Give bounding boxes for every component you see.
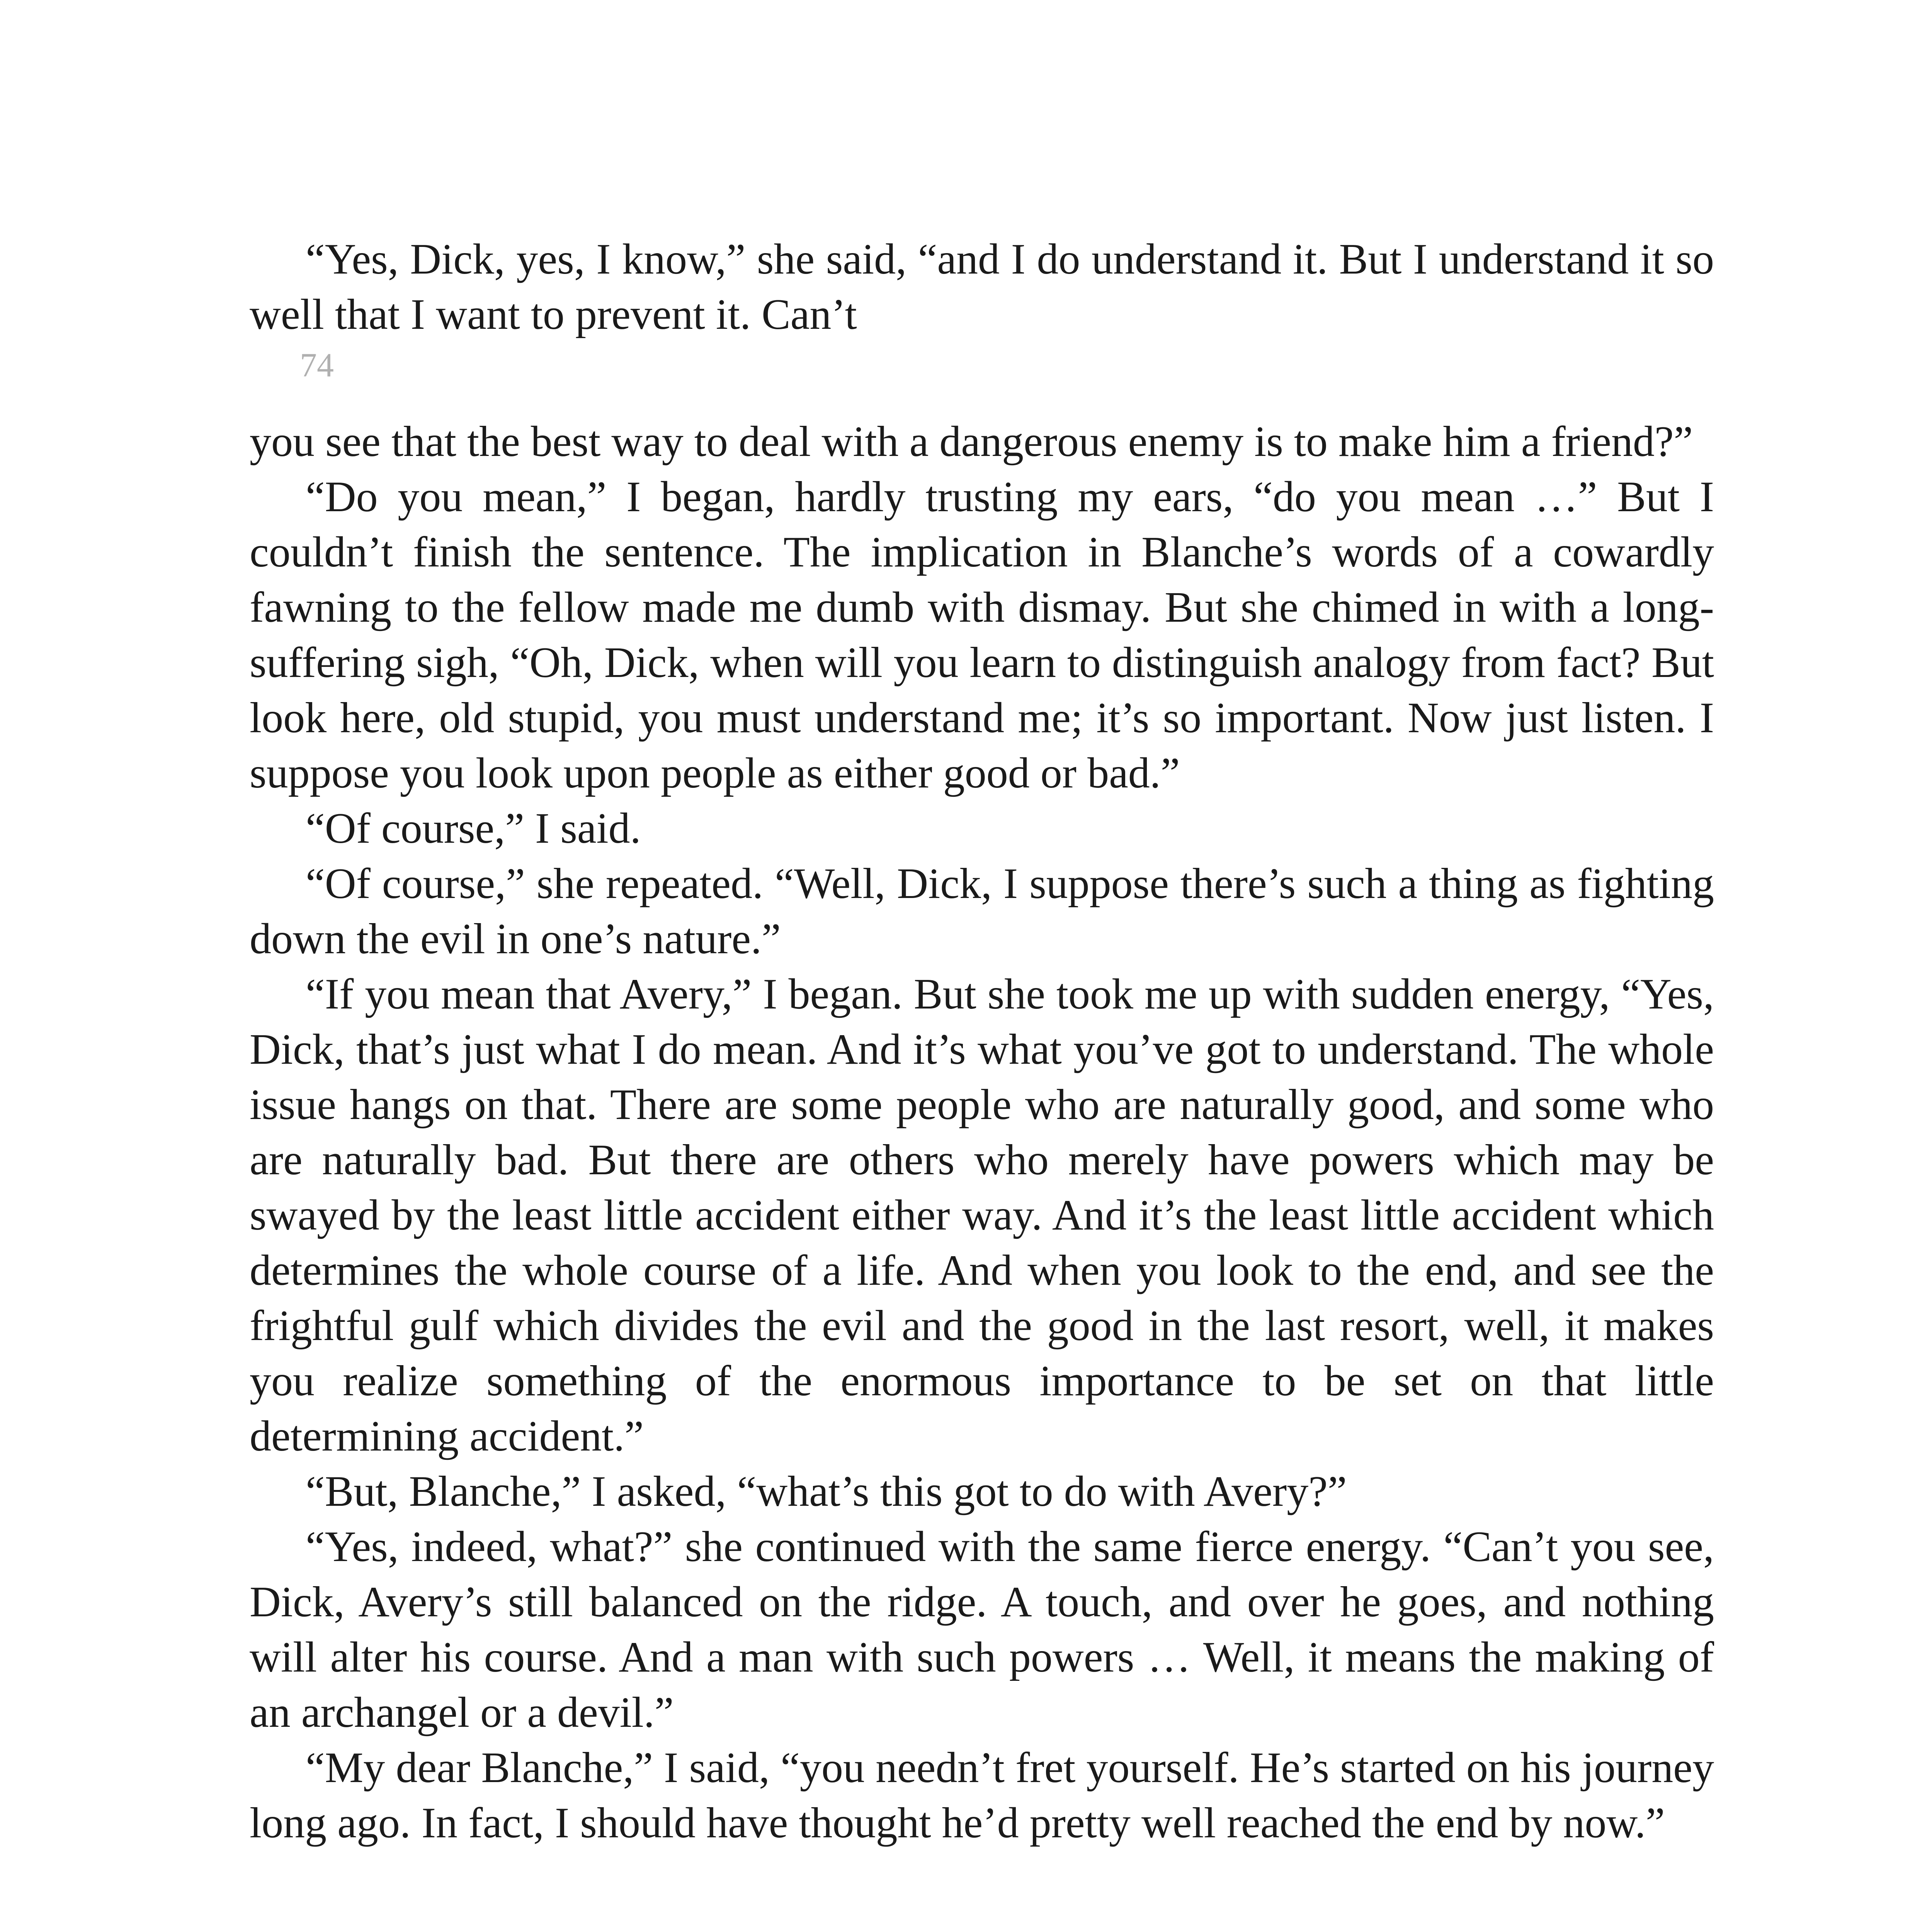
paragraph-continuation: you see that the best way to deal with a dangerous enemy is to make him a friend?” (250, 418, 1693, 466)
paragraph: “If you mean that Avery,” I began. But she took me up with sudden energy, “Yes, Dick, that’s just what I do mean. And it’s what you’ve got to understand. The whole issue hangs on that. There are some people who are naturally good, and some who are naturally bad. But there are others who merely have powers which may be swayed by the least little accident either way. And it’s the least little accident which determines the whole course of a life. And when you look to the end, and see the frightful gulf which divides the evil and the good in the last resort, well, it makes you realize something of the enormous importance to be set on that little determining accident.” (250, 970, 1714, 1460)
paragraph: “Yes, Dick, yes, I know,” she said, “and I do understand it. But I understand it so well that I want to prevent it. Can’t (250, 235, 1714, 338)
paragraph: “Of course,” she repeated. “Well, Dick, I suppose there’s such a thing as fighting down the evil in one’s nature.” (250, 860, 1714, 963)
text-block-middle (250, 414, 1714, 1851)
paragraph: “Yes, indeed, what?” she continued with the same fierce energy. “Can’t you see, Dick, Avery’s still balanced on the ridge. A touch, and over he goes, and nothing will alter his course. And a man with such powers … Well, it means the making of an archangel or a devil.” (250, 1523, 1714, 1736)
page-number-74: 74 (300, 347, 334, 384)
paragraph: “But, Blanche,” I asked, “what’s this got to do with Avery?” (306, 1468, 1347, 1515)
paragraph: “Of course,” I said. (306, 804, 641, 852)
paragraph: “My dear Blanche,” I said, “you needn’t fret yourself. He’s started on his journey long ago. In fact, I should have thought he’d pretty well reached the end by now.” (250, 1744, 1714, 1847)
paragraph: “Do you mean,” I began, hardly trusting my ears, “do you mean …” But I couldn’t finish the sentence. The implication in Blanche’s words of a cowardly fawning to the fellow made me dumb with dismay. But she chimed in with a long-suffering sigh, “Oh, Dick, when will you learn to distinguish analogy from fact? But look here, old stupid, you must understand me; it’s so important. Now just listen. I suppose you look upon people as either good or bad.” (250, 473, 1714, 797)
text-block-top (250, 232, 1714, 342)
